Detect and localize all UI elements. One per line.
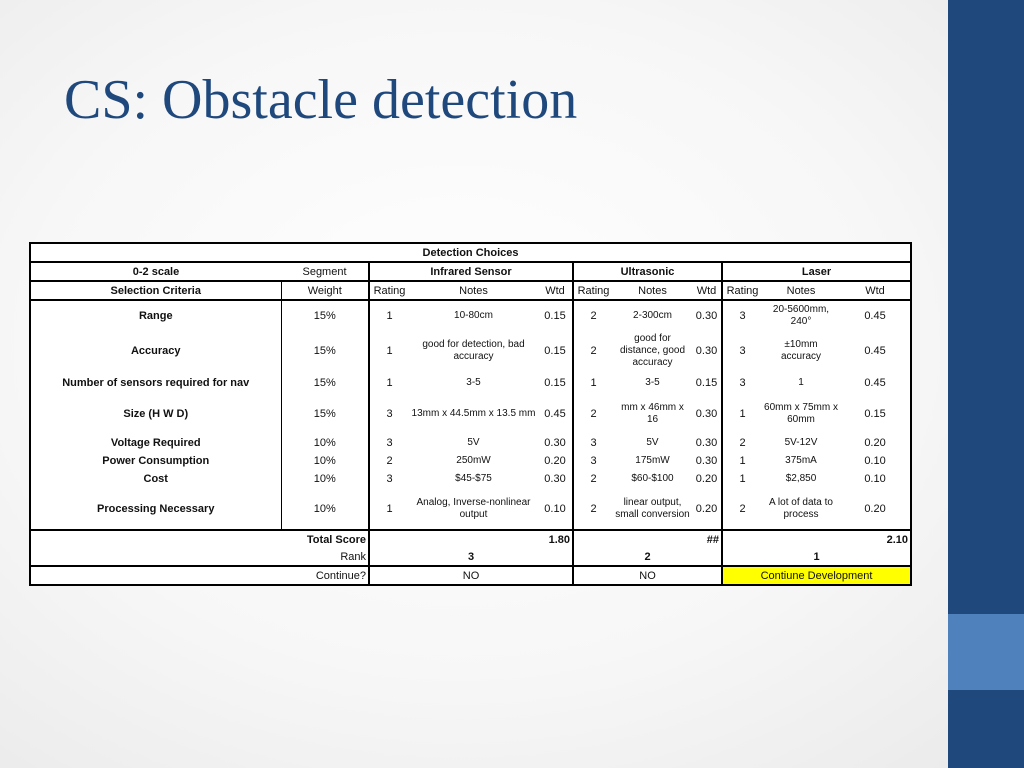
notes-header: Notes <box>409 281 538 300</box>
rating-value: 2 <box>573 300 613 330</box>
rating-header: Rating <box>369 281 409 300</box>
segment-label: Segment <box>281 262 369 281</box>
criterion-label: Number of sensors required for nav <box>30 372 281 394</box>
total-score-label: Total Score <box>30 530 369 549</box>
notes-value: ±10mm accuracy <box>780 339 821 362</box>
decision-matrix <box>29 242 912 586</box>
rating-value: 1 <box>369 372 409 394</box>
scale-label: 0-2 scale <box>30 262 281 281</box>
criteria-row <box>30 452 911 470</box>
notes-value: 2-300cm <box>633 309 672 321</box>
criterion-label: Range <box>30 300 281 330</box>
rating-value: 2 <box>573 394 613 434</box>
notes-value: good for distance, good accuracy <box>619 333 686 368</box>
weighted-score: 0.15 <box>544 345 566 357</box>
sidebar-accent-block <box>948 614 1024 690</box>
notes-header: Notes <box>613 281 692 300</box>
notes-value: 3-5 <box>645 377 660 388</box>
notes-value: 5V-12V <box>784 437 818 448</box>
notes-value: good for detection, bad accuracy <box>422 339 525 362</box>
rating-value: 3 <box>722 300 762 330</box>
weighted-score: 0.30 <box>544 473 566 485</box>
rating-value: 3 <box>369 470 409 488</box>
rating-value: 3 <box>722 372 762 394</box>
weighted-score: 0.10 <box>840 470 911 488</box>
weighted-score: 0.20 <box>544 455 566 467</box>
caption-row <box>30 243 911 262</box>
weighted-score: 0.15 <box>695 377 718 389</box>
criterion-label: Power Consumption <box>30 452 281 470</box>
weight-value: 10% <box>313 473 336 485</box>
notes-value: 10-80cm <box>454 309 493 321</box>
notes-value: 1 <box>798 377 804 388</box>
notes-header: Notes <box>762 281 840 300</box>
total-score-value: 2.10 <box>722 530 911 549</box>
weighted-score: 0.30 <box>695 345 718 357</box>
weighted-score: 0.15 <box>544 377 566 389</box>
wtd-header: Wtd <box>538 281 573 300</box>
weighted-score: 0.30 <box>695 309 718 322</box>
weighted-score: 0.45 <box>840 300 911 330</box>
rating-value: 2 <box>573 470 613 488</box>
rating-value: 2 <box>722 434 762 452</box>
weighted-score: 0.20 <box>840 434 911 452</box>
rating-value: 2 <box>573 488 613 530</box>
rating-value: 1 <box>722 394 762 434</box>
weighted-score: 0.15 <box>840 394 911 434</box>
total-score-value: ## <box>573 530 722 549</box>
notes-value: 3-5 <box>466 377 481 388</box>
wtd-header: Wtd <box>692 281 722 300</box>
notes-value: $60-$100 <box>631 473 674 484</box>
weight-value: 10% <box>313 437 336 449</box>
rank-row <box>30 549 911 566</box>
notes-value: 5V <box>646 437 659 448</box>
criterion-label: Voltage Required <box>30 434 281 452</box>
rating-value: 2 <box>722 488 762 530</box>
slide-title: CS: Obstacle detection <box>64 69 578 131</box>
weight-header: Weight <box>281 281 369 300</box>
weighted-score: 0.20 <box>692 488 722 530</box>
weight-value: 15% <box>313 408 336 420</box>
rank-value: 1 <box>722 549 911 566</box>
total-score-row <box>30 530 911 549</box>
sensor-header-ultrasonic: Ultrasonic <box>573 262 722 281</box>
weight-value: 15% <box>313 377 336 389</box>
continue-development-badge: Contiune Development <box>722 566 911 585</box>
notes-value: Analog, Inverse-nonlinear output <box>409 488 538 530</box>
criterion-label: Size (H W D) <box>30 394 281 434</box>
sensor-header-laser: Laser <box>722 262 911 281</box>
notes-value: $2,850 <box>785 473 817 484</box>
table-caption: Detection Choices <box>30 243 911 262</box>
rank-value: 3 <box>369 549 573 566</box>
notes-value: mm x 46mm x 16 <box>621 402 684 425</box>
weight-value: 15% <box>313 345 336 357</box>
criteria-row <box>30 300 911 330</box>
notes-value: 13mm x 44.5mm x 13.5 mm <box>411 408 536 419</box>
rating-value: 1 <box>369 488 409 530</box>
weighted-score: 0.30 <box>695 437 718 449</box>
weight-value: 10% <box>281 488 369 530</box>
weighted-score: 0.30 <box>695 455 718 467</box>
rank-value: 2 <box>573 549 722 566</box>
rating-value: 1 <box>369 330 409 372</box>
criterion-label: Processing Necessary <box>30 488 281 530</box>
rating-value: 3 <box>573 434 613 452</box>
criterion-label: Cost <box>30 470 281 488</box>
rating-value: 3 <box>369 394 409 434</box>
notes-value: 375mA <box>785 455 817 466</box>
notes-value: 175mW <box>635 455 670 466</box>
notes-value: $45-$75 <box>455 473 492 484</box>
criteria-row <box>30 470 911 488</box>
criteria-header: Selection Criteria <box>30 281 281 300</box>
notes-value: 5V <box>467 437 480 448</box>
rating-value: 3 <box>722 330 762 372</box>
weighted-score: 0.10 <box>840 452 911 470</box>
criteria-row <box>30 488 911 530</box>
weighted-score: 0.10 <box>538 488 573 530</box>
weighted-score: 0.45 <box>544 408 566 420</box>
weighted-score: 0.15 <box>544 309 566 322</box>
weighted-score: 0.45 <box>840 330 911 372</box>
detection-choices-table <box>29 242 910 586</box>
notes-value: A lot of data to process <box>762 488 840 530</box>
continue-label: Continue? <box>30 566 369 585</box>
criteria-row <box>30 394 911 434</box>
column-header-row <box>30 281 911 300</box>
criteria-row <box>30 330 911 372</box>
sensor-header-row <box>30 262 911 281</box>
notes-value: 20-5600mm, 240° <box>772 303 830 327</box>
weighted-score: 0.45 <box>840 372 911 394</box>
rating-value: 1 <box>369 300 409 330</box>
rating-value: 1 <box>722 470 762 488</box>
wtd-header: Wtd <box>840 281 911 300</box>
criteria-row <box>30 434 911 452</box>
continue-value: NO <box>573 566 722 585</box>
rating-value: 3 <box>573 452 613 470</box>
weighted-score: 0.30 <box>544 437 566 449</box>
notes-value: 250mW <box>456 455 491 466</box>
continue-row <box>30 566 911 585</box>
sensor-header-ir: Infrared Sensor <box>369 262 573 281</box>
weighted-score: 0.30 <box>695 408 718 420</box>
rating-value: 2 <box>369 452 409 470</box>
rating-value: 1 <box>722 452 762 470</box>
notes-value: 60mm x 75mm x 60mm <box>764 402 838 425</box>
rating-value: 3 <box>369 434 409 452</box>
rating-header: Rating <box>722 281 762 300</box>
criteria-row <box>30 372 911 394</box>
rating-value: 1 <box>573 372 613 394</box>
notes-value: linear output, small conversion <box>613 488 692 530</box>
criterion-label: Accuracy <box>30 330 281 372</box>
rank-label: Rank <box>30 549 369 566</box>
weighted-score: 0.20 <box>695 473 718 485</box>
continue-value: NO <box>369 566 573 585</box>
total-score-value: 1.80 <box>369 530 573 549</box>
weighted-score: 0.20 <box>840 488 911 530</box>
weight-value: 15% <box>313 309 336 322</box>
rating-value: 2 <box>573 330 613 372</box>
weight-value: 10% <box>313 455 336 467</box>
rating-header: Rating <box>573 281 613 300</box>
